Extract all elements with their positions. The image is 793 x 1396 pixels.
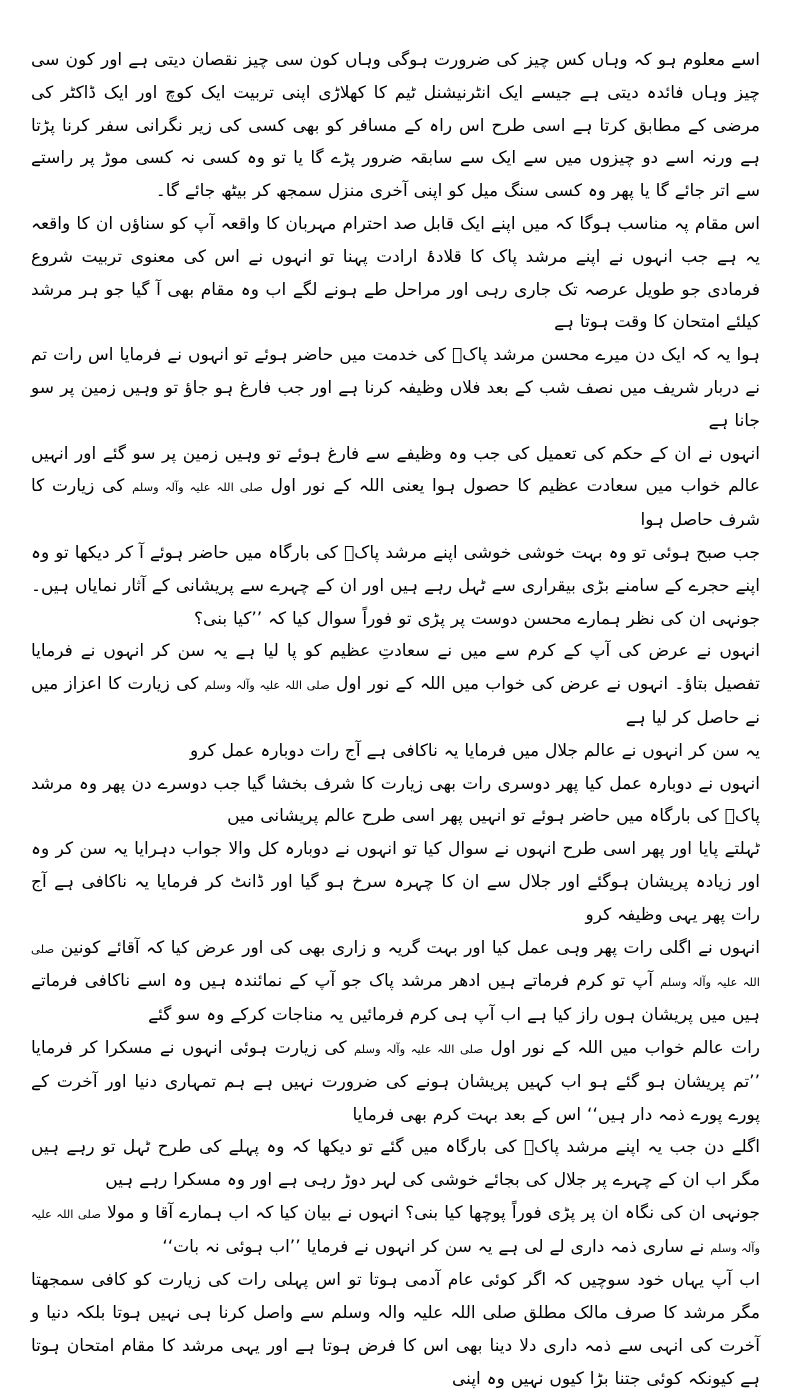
honorific-salat: صلی اللہ علیہ وآلہ وسلم — [31, 941, 760, 990]
paragraph-11: رات عالم خواب میں اللہ کے نور اول صلی اللہ علیہ وآلہ وسلم کی زیارت ہوئی انہوں نے مسکرا کر فرمایا ’’تم پریشان ہو گئے ہو اب کہیں پریشان ہونے کی ضرورت نہیں ہے ہم تمہاری دنیا اور آخرت کے پورے پورے ذمہ دار ہیں‘‘ اس کے بعد بہت کرم بھی فرمایا — [31, 1037, 761, 1125]
paragraph-2: اس مقام پہ مناسب ہوگا کہ میں اپنے ایک قابل صد احترام مہربان کا واقعہ آپ کو سناؤں ان کا واقعہ یہ ہے جب انہوں نے اپنے مرشد پاک کا قلادۂ ارادت پہنا تو انہوں نے اس کی معنوی تربیت شروع فرمادی جو طویل عرصہ تک جاری رہی اور مراحل طے ہونے لگے اب وہ مقام بھی آ گیا جو ہر مرشد کیلئے امتحان کا وقت ہوتا ہے — [31, 213, 760, 333]
paragraph-13: جونہی ان کی نگاہ ان پر پڑی فوراً پوچھا کیا بنی؟ انہوں نے بیان کیا کہ اب ہمارے آقا و مولا صلی اللہ علیہ وآلہ وسلم نے ساری ذمہ داری لے لی ہے یہ سن کر انہوں نے فرمایا ’’اب ہوئی نہ بات‘‘ — [31, 1202, 761, 1257]
honorific-salat: صلی اللہ علیہ وآلہ وسلم — [132, 480, 263, 495]
paragraph-8: انہوں نے دوبارہ عمل کیا پھر دوسری رات بھی زیارت کا شرف بخشا گیا جب دوسرے دن پھر وہ مرشد پاکؒ کی بارگاہ میں حاضر ہوئے تو انہیں پھر اسی طرح عالم پریشانی میں — [31, 773, 760, 827]
honorific-salat: صلی اللہ علیہ وآلہ وسلم — [204, 678, 330, 693]
paragraph-5: جب صبح ہوئی تو وہ بہت خوشی خوشی اپنے مرشد پاکؒ کی بارگاہ میں حاضر ہوئے آ کر دیکھا تو وہ اپنے حجرے کے سامنے بڑی بیقراری سے ٹہل رہے ہیں اور ان کے چہرے سے پریشانی کے آثار نمایاں ہیں۔ جونہی ان کی نظر ہمارے محسن دوست پر پڑی تو فوراً سوال کیا کہ ’’کیا بنی؟ — [31, 542, 760, 629]
paragraph-10: انہوں نے اگلی رات پھر وہی عمل کیا اور بہت گریہ و زاری بھی کی اور عرض کیا کہ آقائے کونین صلی اللہ علیہ وآلہ وسلم آپ تو کرم فرماتے ہیں ادھر مرشد پاک جو آپ کے نمائندہ ہیں وہ اسے ناکافی فرماتے ہیں میں پریشان ہوں راز کیا ہے اب آپ ہی کرم فرمائیں یہ مناجات کرکے وہ سو گئے — [31, 937, 760, 1026]
paragraph-3: ہوا یہ کہ ایک دن میرے محسن مرشد پاکؒ کی خدمت میں حاضر ہوئے تو انہوں نے فرمایا اس رات تم نے دربار شریف میں نصف شب کے بعد فلاں وظیفہ کرنا ہے اور جب فارغ ہو جاؤ تو وہیں زمین پر سو جانا ہے — [31, 345, 760, 431]
paragraph-12: اگلے دن جب یہ اپنے مرشد پاکؒ کی بارگاہ میں گئے تو دیکھا کہ وہ پہلے کی طرح ٹہل تو رہے ہیں مگر اب ان کے چہرے پر جلال کی بجائے خوشی کی لہر دوڑ رہی ہے اور وہ مسکرا رہے ہیں — [31, 1137, 760, 1191]
honorific-salat: صلی اللہ علیہ وآلہ وسلم — [31, 1206, 760, 1255]
paragraph-4: انہوں نے ان کے حکم کی تعمیل کی جب وہ وظیفے سے فارغ ہوئے تو وہیں زمین پر سو گئے اور انہیں عالم خواب میں سعادت عظیم کا حصول ہوا یعنی اللہ کے نور اول صلی اللہ علیہ وآلہ وسلم کی زیارت کا شرف حاصل ہوا — [31, 443, 761, 531]
paragraph-14: اب آپ یہاں خود سوچیں کہ اگر کوئی عام آدمی ہوتا تو اس پہلی رات کی زیارت کو کافی سمجھتا مگر مرشد کا صرف مالک مطلق صلی اللہ علیہ والہ وسلم سے واصل کرنا ہی نہیں ہوتا بلکہ دنیا و آخرت کی انہی سے ذمہ داری دلا دینا بھی اس کا فرض ہوتا ہے اور یہی مرشد کا مقام امتحان ہوتا ہے کیونکہ کوئی جتنا بڑا کیوں نہیں وہ اپنی — [31, 1270, 760, 1389]
honorific-salat: صلی اللہ علیہ وآلہ وسلم — [353, 1041, 484, 1056]
paragraph-1: اسے معلوم ہو کہ وہاں کس چیز کی ضرورت ہوگی وہاں کون سی چیز نقصان دیتی ہے اور کون سی چیز وہاں فائدہ دیتی ہے جیسے ایک انٹرنیشنل ٹیم کا کھلاڑی اپنی تربیت ایک کوچ اور ایک ڈاکٹر کی مرضی کے مطابق کرتا ہے اسی طرح اس راہ کے مسافر کو بھی کسی کی زیر نگرانی سفر کرنا پڑتا ہے ورنہ اسے دو چیزوں میں سے ایک سے سابقہ ضرور پڑے گا یا تو وہ کسی نہ کسی موڑ پر راستے سے اتر جائے گا یا پھر وہ کسی سنگ میل کو اپنی آخری منزل سمجھ کر بیٹھ جائے گا۔ — [31, 50, 760, 202]
paragraph-7: یہ سن کر انہوں نے عالم جلال میں فرمایا یہ ناکافی ہے آج رات دوبارہ عمل کرو — [189, 740, 760, 761]
paragraph-6: انہوں نے عرض کی آپ کے کرم سے میں نے سعادتِ عظیم کو پا لیا ہے یہ سن کر انہوں نے فرمایا تفصیل بتاؤ۔ انہوں نے عرض کی خواب میں اللہ کے نور اول صلی اللہ علیہ وآلہ وسلم کی زیارت کا اعزاز میں نے حاصل کر لیا ہے — [31, 641, 760, 728]
paragraph-9: ٹہلتے پایا اور پھر اسی طرح انہوں نے سوال کیا تو انہوں نے دوبارہ کل والا جواب دہرایا یہ سن کر وہ اور زیادہ پریشان ہوگئے اور جلال سے ان کا چہرہ سرخ ہو گیا اور ڈانٹ کر فرمایا یہ ناکافی ہے آج رات پھر یہی وظیفہ کرو — [31, 839, 760, 925]
